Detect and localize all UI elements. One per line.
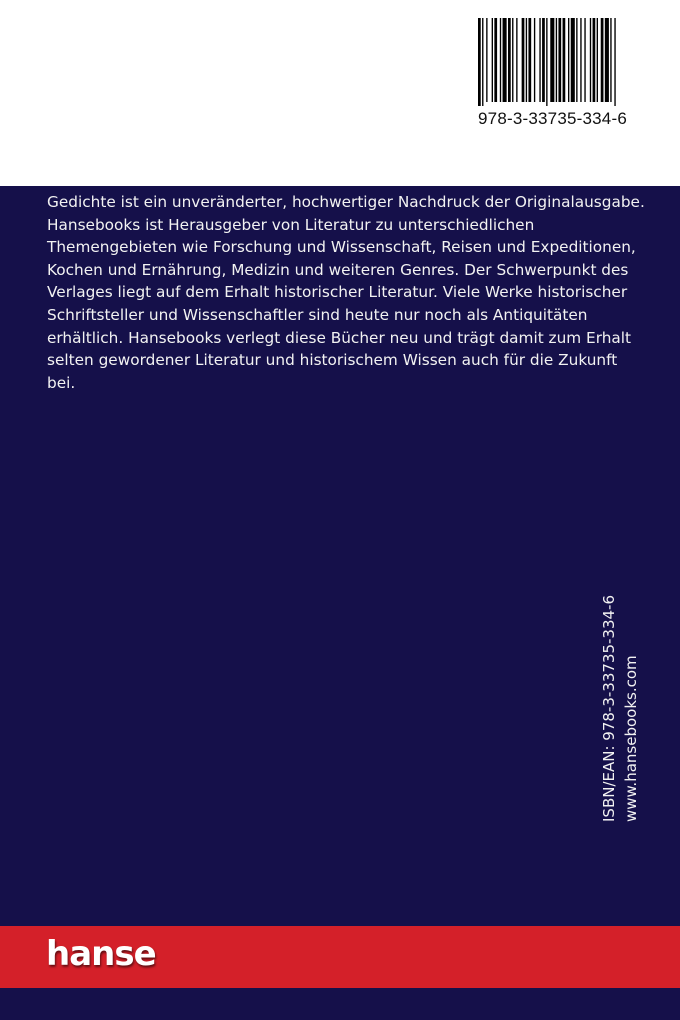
- barcode-bar: [542, 18, 545, 102]
- barcode-bar: [534, 18, 535, 102]
- description-line: Gedichte ist ein unveränderter, hochwertiger Nachdruck der Originalausgabe.: [47, 193, 645, 211]
- barcode-bar: [539, 18, 540, 102]
- barcode-bar: [516, 18, 517, 102]
- barcode-bar: [482, 18, 483, 106]
- barcode-bar: [508, 18, 511, 102]
- barcode-bar: [522, 18, 525, 102]
- barcode-bars: [478, 18, 628, 106]
- barcode-bar: [546, 18, 547, 106]
- barcode-bar: [563, 18, 566, 102]
- barcode-bar: [597, 18, 598, 102]
- hanse-logo: hanse: [46, 934, 156, 974]
- barcode-bar: [593, 18, 596, 102]
- description-line: erhältlich. Hansebooks verlegt diese Bücher neu und trägt damit zum Erhalt: [47, 328, 632, 347]
- description-line: Kochen und Ernährung, Medizin und weiteren Genres. Der Schwerpunkt des: [47, 260, 629, 279]
- barcode-bar: [590, 18, 591, 102]
- side-imprint: [598, 595, 642, 822]
- barcode-bar: [556, 18, 557, 102]
- barcode-bar: [512, 18, 513, 102]
- barcode-bar: [584, 18, 585, 102]
- description-line: selten gewordener Literatur und historischem Wissen auch für die Zukunft: [47, 351, 618, 370]
- barcode-bar: [500, 18, 501, 102]
- publisher-band: [0, 926, 680, 988]
- barcode-bar: [568, 18, 569, 102]
- barcode-bar: [528, 18, 531, 102]
- description-line: Themengebieten wie Forschung und Wissenschaft, Reisen und Expeditionen,: [47, 238, 636, 257]
- bottom-band: [0, 988, 680, 1020]
- barcode-bar: [610, 18, 611, 102]
- website-text: www.hansebooks.com: [622, 655, 640, 822]
- description-line: Schriftsteller und Wissenschaftler sind heute nur noch als Antiquitäten: [47, 305, 588, 324]
- top-band: [0, 0, 680, 186]
- back-cover-body: [0, 186, 680, 926]
- isbn-text: ISBN/EAN: 978-3-33735-334-6: [600, 594, 618, 822]
- barcode-bar: [526, 18, 527, 102]
- barcode-bar: [486, 18, 487, 102]
- barcode-bar: [614, 18, 615, 106]
- barcode: [475, 18, 630, 130]
- description-line: Hansebooks ist Herausgeber von Literatur zu unterschiedlichen: [47, 215, 535, 234]
- barcode-bar: [503, 18, 507, 102]
- barcode-bar: [494, 18, 497, 102]
- description-line: bei.: [47, 373, 76, 392]
- barcode-bar: [550, 18, 554, 102]
- barcode-bar: [571, 18, 575, 102]
- barcode-bar: [492, 18, 493, 102]
- barcode-bar: [558, 18, 561, 102]
- description-text: [47, 191, 647, 394]
- barcode-bar: [605, 18, 609, 102]
- barcode-bar: [580, 18, 581, 102]
- barcode-number: 978-3-33735-334-6: [478, 109, 627, 128]
- description-line: Verlages liegt auf dem Erhalt historischer Literatur. Viele Werke historischer: [47, 283, 628, 302]
- barcode-bar: [576, 18, 577, 102]
- barcode-bar: [601, 18, 604, 102]
- barcode-bar: [478, 18, 481, 106]
